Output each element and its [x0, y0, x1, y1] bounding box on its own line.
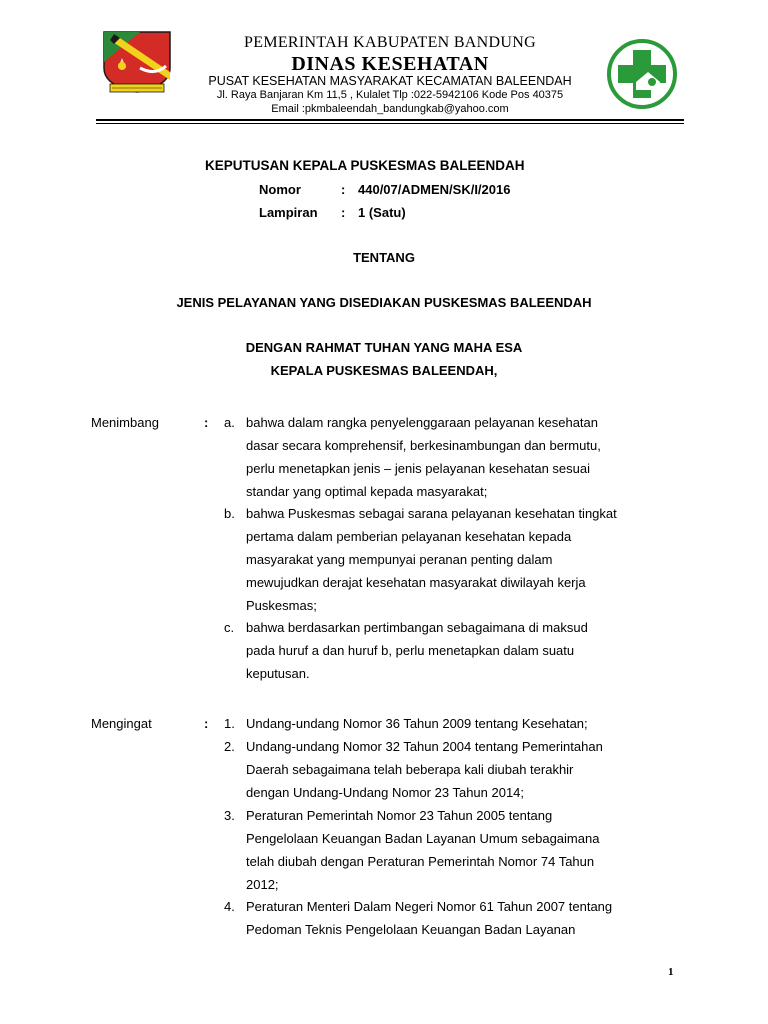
menimbang-b-line-5: Puskesmas; [246, 598, 317, 613]
nomor-label: Nomor [259, 182, 301, 197]
mengingat-3-line-1: Peraturan Pemerintah Nomor 23 Tahun 2005 tentang [246, 808, 553, 823]
mengingat-4-line-1: Peraturan Menteri Dalam Negeri Nomor 61 Tahun 2007 tentang [246, 899, 613, 914]
green-cross-icon [606, 38, 678, 110]
header-rule-thin [96, 123, 684, 124]
mengingat-3-line-3: telah diubah dengan Peraturan Pemerintah Nomor 74 Tahun [246, 854, 595, 869]
nomor-value: 440/07/ADMEN/SK/I/2016 [358, 182, 511, 197]
menimbang-c-line-1: bahwa berdasarkan pertimbangan sebagaimana di maksud [246, 620, 588, 635]
menimbang-b-line-4: mewujudkan derajat kesehatan masyarakat diwilayah kerja [246, 575, 586, 590]
header-line-agency: DINAS KESEHATAN [291, 53, 489, 75]
mengingat-marker-1: 1. [224, 716, 235, 731]
mengingat-marker-2: 2. [224, 739, 235, 754]
menimbang-a-line-3: perlu menetapkan jenis – jenis pelayanan kesehatan sesuai [246, 461, 591, 476]
header-line-government: PEMERINTAH KABUPATEN BANDUNG [244, 34, 536, 51]
menimbang-a-line-1: bahwa dalam rangka penyelenggaraan pelayanan kesehatan [246, 415, 598, 430]
mengingat-3-line-2: Pengelolaan Keuangan Badan Layanan Umum sebagaimana [246, 831, 600, 846]
header-rule-thick [96, 119, 684, 121]
nomor-separator: : [341, 182, 346, 197]
lampiran-separator: : [341, 205, 346, 220]
mengingat-2-line-2: Daerah sebagaimana telah beberapa kali diubah terakhir [246, 762, 574, 777]
tentang-heading: TENTANG [353, 250, 415, 265]
menimbang-c-line-2: pada huruf a dan huruf b, perlu menetapkan dalam suatu [246, 643, 575, 658]
header-line-address: Jl. Raya Banjaran Km 11,5 , Kulalet Tlp :022-5942106 Kode Pos 40375 [216, 89, 564, 101]
lampiran-value: 1 (Satu) [358, 205, 406, 220]
menimbang-b-line-2: pertama dalam pemberian pelayanan kesehatan kepada [246, 529, 572, 544]
mengingat-label: Mengingat [91, 716, 152, 731]
kepala-heading: KEPALA PUSKESMAS BALEENDAH, [270, 363, 498, 378]
puskesmas-logo [606, 38, 678, 110]
mengingat-3-line-4: 2012; [246, 877, 279, 892]
menimbang-c-line-3: keputusan. [246, 666, 310, 681]
mengingat-2-line-1: Undang-undang Nomor 32 Tahun 2004 tentang Pemerintahan [246, 739, 603, 754]
mengingat-4-line-2: Pedoman Teknis Pengelolaan Keuangan Badan Layanan [246, 922, 576, 937]
header-line-puskesmas: PUSAT KESEHATAN MASYARAKAT KECAMATAN BALEENDAH [208, 74, 572, 88]
header-line-email: Email :pkmbaleendah_bandungkab@yahoo.com [271, 103, 509, 115]
mengingat-marker-3: 3. [224, 808, 235, 823]
menimbang-a-line-4: standar yang optimal kepada masyarakat; [246, 484, 488, 499]
subject-heading: JENIS PELAYANAN YANG DISEDIAKAN PUSKESMAS BALEENDAH [176, 295, 592, 310]
lampiran-label: Lampiran [259, 205, 318, 220]
mengingat-separator: : [204, 716, 209, 731]
menimbang-b-line-1: bahwa Puskesmas sebagai sarana pelayanan kesehatan tingkat [246, 506, 617, 521]
rahmat-heading: DENGAN RAHMAT TUHAN YANG MAHA ESA [245, 340, 523, 355]
mengingat-marker-4: 4. [224, 899, 235, 914]
mengingat-2-line-3: dengan Undang-Undang Nomor 23 Tahun 2014; [246, 785, 525, 800]
menimbang-b-line-3: masyarakat yang mempunyai peranan penting dalam [246, 552, 553, 567]
menimbang-marker-a: a. [224, 415, 235, 430]
menimbang-separator: : [204, 415, 209, 430]
decree-title: KEPUTUSAN KEPALA PUSKESMAS BALEENDAH [205, 158, 525, 173]
kabupaten-bandung-logo [100, 28, 174, 96]
mengingat-1-line-1: Undang-undang Nomor 36 Tahun 2009 tentang Kesehatan; [246, 716, 588, 731]
crest-icon [100, 28, 174, 96]
menimbang-marker-c: c. [224, 620, 235, 635]
menimbang-a-line-2: dasar secara komprehensif, berkesinambungan dan bermutu, [246, 438, 601, 453]
menimbang-marker-b: b. [224, 506, 235, 521]
page-number: 1 [668, 966, 674, 978]
menimbang-label: Menimbang [91, 415, 159, 430]
